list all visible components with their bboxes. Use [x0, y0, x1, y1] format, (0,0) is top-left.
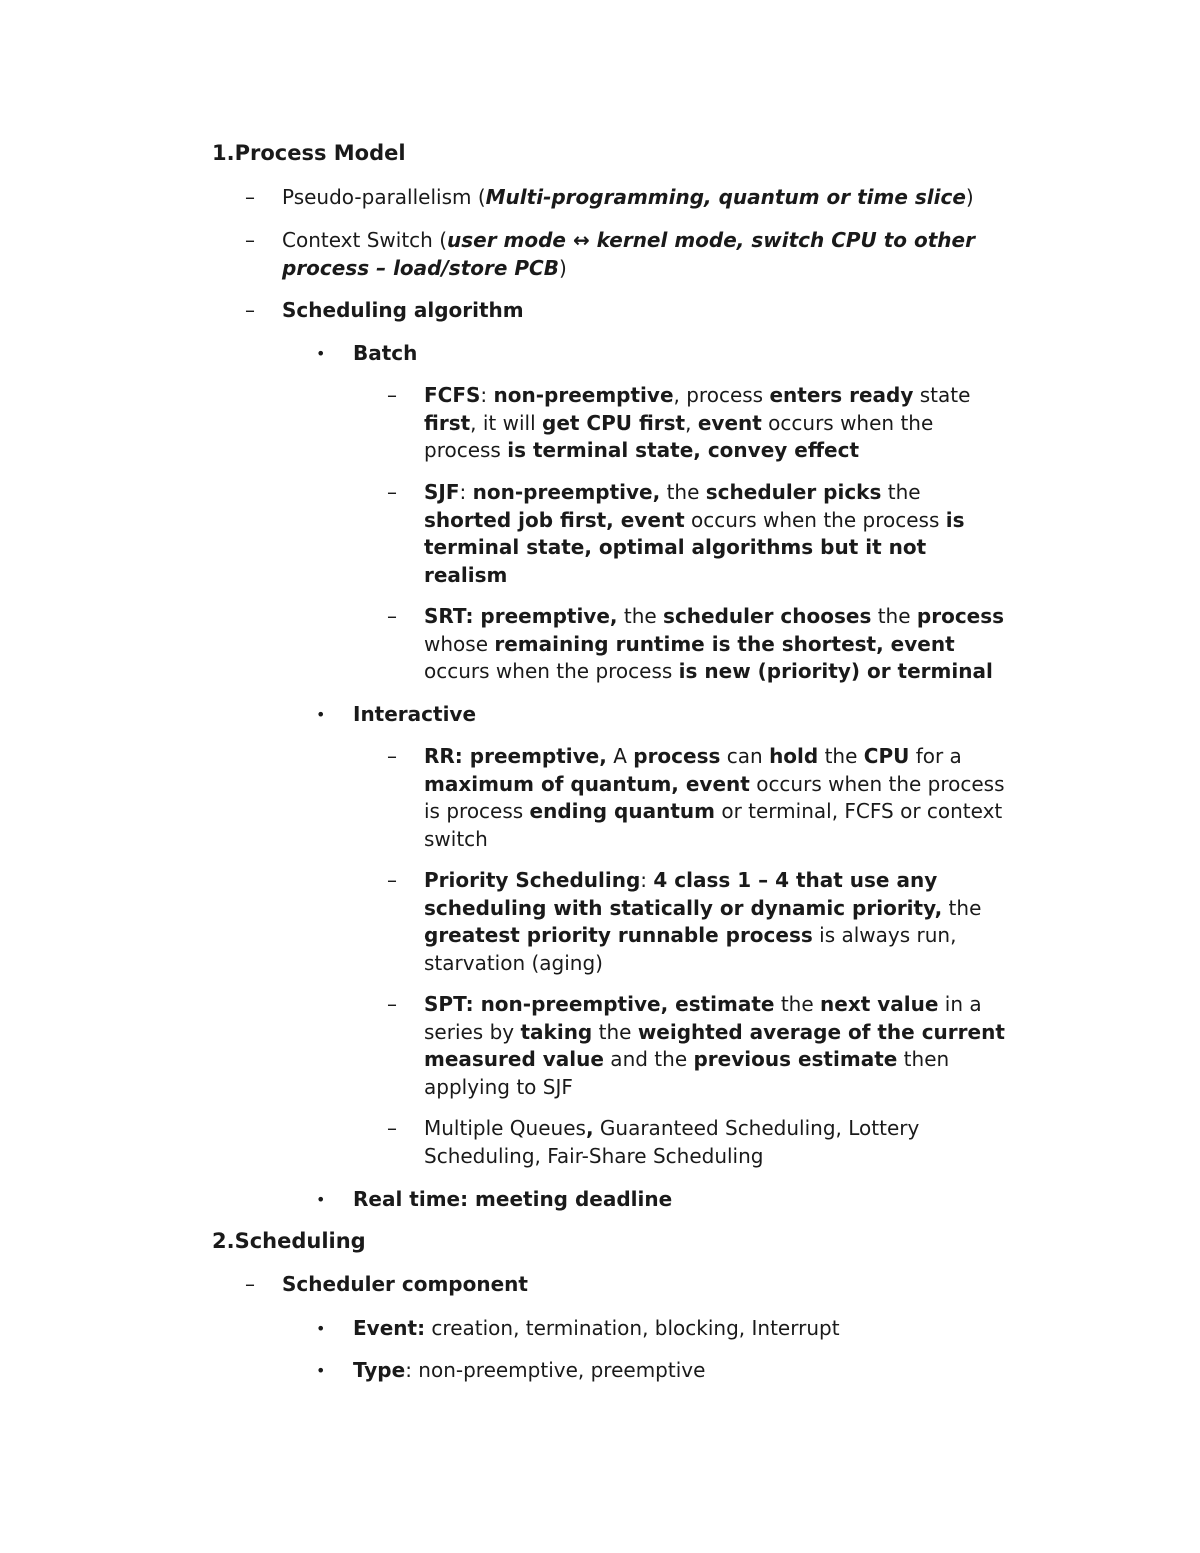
text-run: Context Switch ( — [282, 228, 447, 252]
text-run: previous estimate — [693, 1047, 898, 1071]
text-run: is terminal state, convey effect — [507, 438, 860, 462]
text-line — [353, 1315, 840, 1343]
text-run: , it will — [470, 410, 543, 435]
dash-marker: – — [245, 228, 255, 252]
text-run: series by — [424, 1019, 521, 1044]
text-run: hold — [769, 744, 819, 768]
text-run: Multiple Queues — [424, 1116, 586, 1140]
text-run: FCFS — [424, 383, 481, 407]
text-run: Pseudo-parallelism ( — [282, 185, 486, 209]
text-line — [424, 603, 1004, 631]
text-line — [424, 507, 965, 535]
text-run: first — [424, 410, 471, 435]
text-line — [282, 227, 975, 255]
list-item-real-time: Real time: meeting deadline — [353, 1187, 673, 1211]
text-run: 4 class 1 – 4 that use any — [653, 868, 938, 892]
text-run: occurs when the process — [749, 771, 1005, 796]
text-run: and the — [603, 1047, 694, 1071]
text-line — [424, 562, 507, 590]
text-run: scheduler picks — [705, 480, 882, 504]
text-line — [424, 895, 981, 923]
text-line — [353, 1357, 705, 1385]
list-item-scheduler-component: Scheduler component — [282, 1272, 528, 1296]
text-line — [424, 1074, 573, 1102]
text-run: next value — [820, 992, 939, 1016]
text-line — [424, 1046, 949, 1074]
text-run: or terminal, FCFS or context — [714, 799, 1003, 823]
text-run: Type — [353, 1358, 406, 1382]
text-run: the — [660, 480, 706, 504]
text-run: ) — [965, 185, 974, 209]
text-run: enters ready — [769, 383, 914, 407]
text-run: : non-preemptive, preemptive — [405, 1358, 706, 1382]
text-line — [424, 534, 926, 562]
text-run: occurs when the — [761, 410, 934, 435]
text-run: the — [942, 895, 982, 920]
text-run: scheduling with statically or dynamic priority, — [424, 895, 943, 920]
text-line — [424, 382, 970, 410]
text-run: the — [617, 604, 664, 628]
text-run: process — [633, 744, 721, 768]
list-item-scheduling-algorithm: Scheduling algorithm — [282, 298, 524, 322]
text-line — [282, 184, 974, 212]
dash-marker: – — [387, 1116, 397, 1140]
text-run: Scheduling, Fair-Share Scheduling — [424, 1143, 764, 1168]
text-run: Priority Scheduling — [424, 868, 641, 892]
text-run: ending quantum — [529, 799, 715, 823]
text-run: is — [945, 507, 965, 532]
bullet-marker: • — [316, 705, 326, 724]
text-run: user mode ↔ kernel mode, switch CPU to other — [447, 228, 975, 252]
text-line — [424, 631, 955, 659]
section-heading-process-model: 1.Process Model — [212, 141, 406, 165]
text-line — [424, 410, 933, 438]
bullet-marker: • — [316, 344, 326, 363]
text-run: the — [881, 480, 921, 504]
text-line — [424, 743, 962, 771]
text-line — [424, 922, 956, 950]
text-run: : — [480, 383, 494, 407]
dash-marker: – — [387, 992, 397, 1016]
dash-marker: – — [387, 480, 397, 504]
text-line — [424, 658, 993, 686]
dash-marker: – — [245, 298, 255, 322]
text-line — [424, 771, 1005, 799]
text-run: the — [592, 1019, 638, 1044]
text-run: in a — [938, 992, 982, 1016]
text-run: can — [720, 744, 770, 768]
text-run: is process — [424, 799, 530, 823]
dash-marker: – — [245, 1272, 255, 1296]
text-run: creation, termination, blocking, Interrupt — [425, 1316, 840, 1340]
text-run: applying to SJF — [424, 1074, 573, 1099]
bullet-marker: • — [316, 1361, 326, 1380]
text-run: SJF — [424, 480, 460, 504]
list-item-batch: Batch — [353, 341, 418, 365]
text-line — [424, 479, 921, 507]
text-line — [424, 437, 859, 465]
text-run: greatest priority runnable process — [424, 923, 813, 947]
bullet-marker: • — [316, 1190, 326, 1209]
text-run: for a — [909, 744, 962, 768]
bullet-marker: • — [316, 1319, 326, 1338]
text-run: the — [774, 992, 821, 1016]
text-run: maximum of quantum, event — [424, 771, 750, 796]
text-run: , — [685, 410, 698, 435]
list-item-interactive: Interactive — [353, 702, 477, 726]
text-run: process — [424, 438, 508, 462]
text-line — [424, 798, 1002, 826]
text-run: shorted job first, event — [424, 507, 685, 532]
dash-marker: – — [387, 744, 397, 768]
text-run: realism — [424, 562, 508, 587]
text-run: , — [585, 1116, 594, 1140]
text-run: ) — [558, 255, 567, 280]
text-line — [424, 1019, 1005, 1047]
text-run: event — [697, 410, 762, 435]
text-run: terminal state, optimal algorithms but it not — [424, 535, 927, 559]
text-line — [424, 867, 937, 895]
text-run: scheduler chooses — [663, 604, 872, 628]
text-line — [424, 826, 488, 854]
dash-marker: – — [387, 868, 397, 892]
text-run: Multi-programming, quantum or time slice — [485, 185, 966, 209]
text-line — [424, 950, 603, 978]
text-run: state — [913, 383, 971, 407]
text-run: starvation (aging) — [424, 950, 603, 975]
text-run: the — [871, 604, 917, 628]
dash-marker: – — [245, 185, 255, 209]
text-line — [424, 1143, 763, 1171]
text-run: the — [818, 744, 864, 768]
text-line — [282, 255, 567, 283]
text-run: Guaranteed Scheduling, Lottery — [593, 1116, 920, 1140]
text-run: SPT: non-preemptive, estimate — [424, 992, 775, 1016]
text-run: whose — [424, 631, 495, 656]
text-run: non-preemptive, — [472, 480, 661, 504]
text-run: then — [897, 1047, 950, 1071]
text-run: weighted average of the current — [637, 1019, 1005, 1044]
text-run: , process — [673, 383, 770, 407]
text-run: RR: preemptive, — [424, 744, 607, 768]
text-line — [424, 991, 982, 1019]
text-run: non-preemptive — [493, 383, 674, 407]
text-run: occurs when the process — [424, 659, 679, 683]
dash-marker: – — [387, 604, 397, 628]
section-heading-scheduling: 2.Scheduling — [212, 1229, 366, 1253]
text-run: switch — [424, 826, 488, 851]
dash-marker: – — [387, 383, 397, 407]
text-run: : — [459, 480, 473, 504]
text-run: CPU — [863, 744, 910, 768]
text-run: get CPU first — [542, 410, 686, 435]
text-run: taking — [520, 1019, 593, 1044]
text-run: process — [916, 604, 1005, 628]
text-run: SRT: preemptive, — [424, 604, 618, 628]
text-run: Event: — [353, 1316, 426, 1340]
text-run: A — [606, 744, 634, 768]
text-run: : — [640, 868, 654, 892]
text-run: remaining runtime is the shortest, event — [494, 631, 955, 656]
text-run: process – load/store PCB — [282, 255, 559, 280]
text-run: measured value — [424, 1047, 604, 1071]
text-run: is always run, — [812, 923, 957, 947]
text-run: occurs when the process — [684, 507, 946, 532]
text-run: is new (priority) or terminal — [678, 659, 993, 683]
text-line — [424, 1115, 919, 1143]
